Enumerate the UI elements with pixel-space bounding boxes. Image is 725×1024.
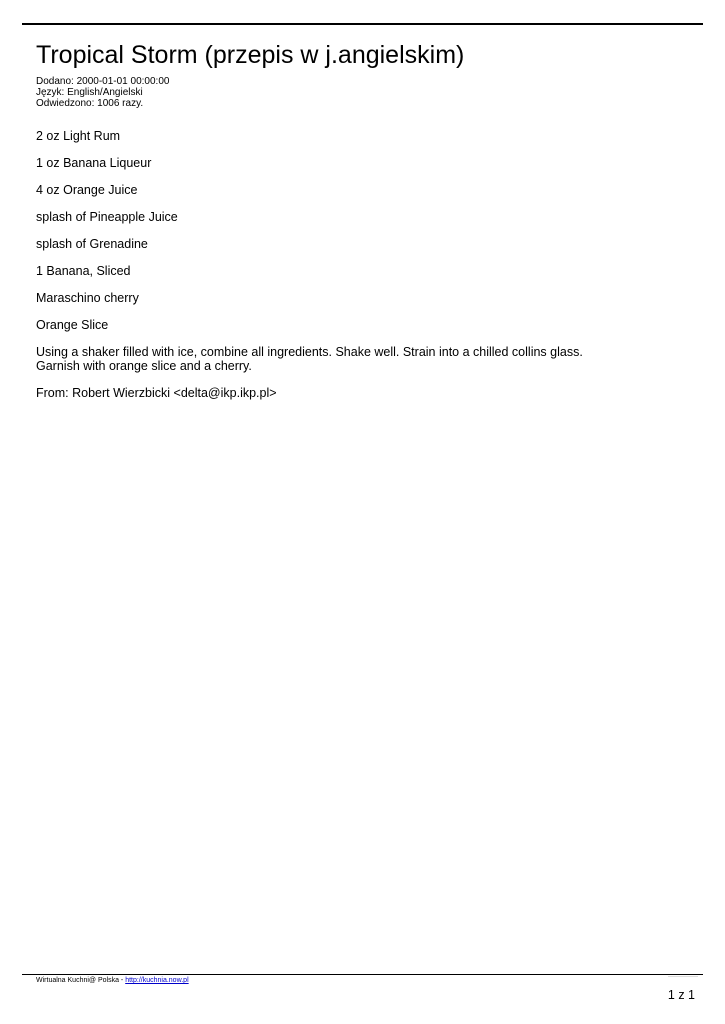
footer-site (36, 976, 189, 985)
instructions: Using a shaker filled with ice, combine all ingredients. Shake well. Strain into a chilled collins glass. Garnish with orange slice and a cherry. (36, 345, 583, 373)
footer-site-link[interactable]: http://kuchnia.now.pl (125, 977, 189, 984)
page-counter: 1 z 1 (667, 988, 695, 1002)
ingredient-item: splash of Grenadine (36, 237, 148, 251)
footer-site-name: Wirtualna Kuchni@ Polska - (36, 977, 126, 984)
recipe-body (36, 129, 696, 413)
language: Język: English/Angielski (36, 87, 143, 98)
ingredient-item: splash of Pineapple Juice (36, 210, 178, 224)
ingredient-item: 1 oz Banana Liqueur (36, 156, 152, 170)
header-divider (22, 23, 703, 25)
ingredient-item: Maraschino cherry (36, 291, 139, 305)
recipe-source: From: Robert Wierzbicki <delta@ikp.ikp.pl> (36, 386, 277, 400)
visit-count: Odwiedzono: 1006 razy. (36, 98, 144, 109)
ingredient-item: 2 oz Light Rum (36, 129, 121, 143)
date-added: Dodano: 2000-01-01 00:00:00 (36, 76, 170, 87)
footer-divider (22, 974, 703, 975)
ingredient-item: 1 Banana, Sliced (36, 264, 131, 278)
footer-faint-mark (668, 976, 698, 977)
ingredient-item: 4 oz Orange Juice (36, 183, 138, 197)
page-title: Tropical Storm (przepis w j.angielskim) (36, 41, 465, 69)
ingredient-item: Orange Slice (36, 318, 109, 332)
recipe-meta (36, 76, 169, 109)
